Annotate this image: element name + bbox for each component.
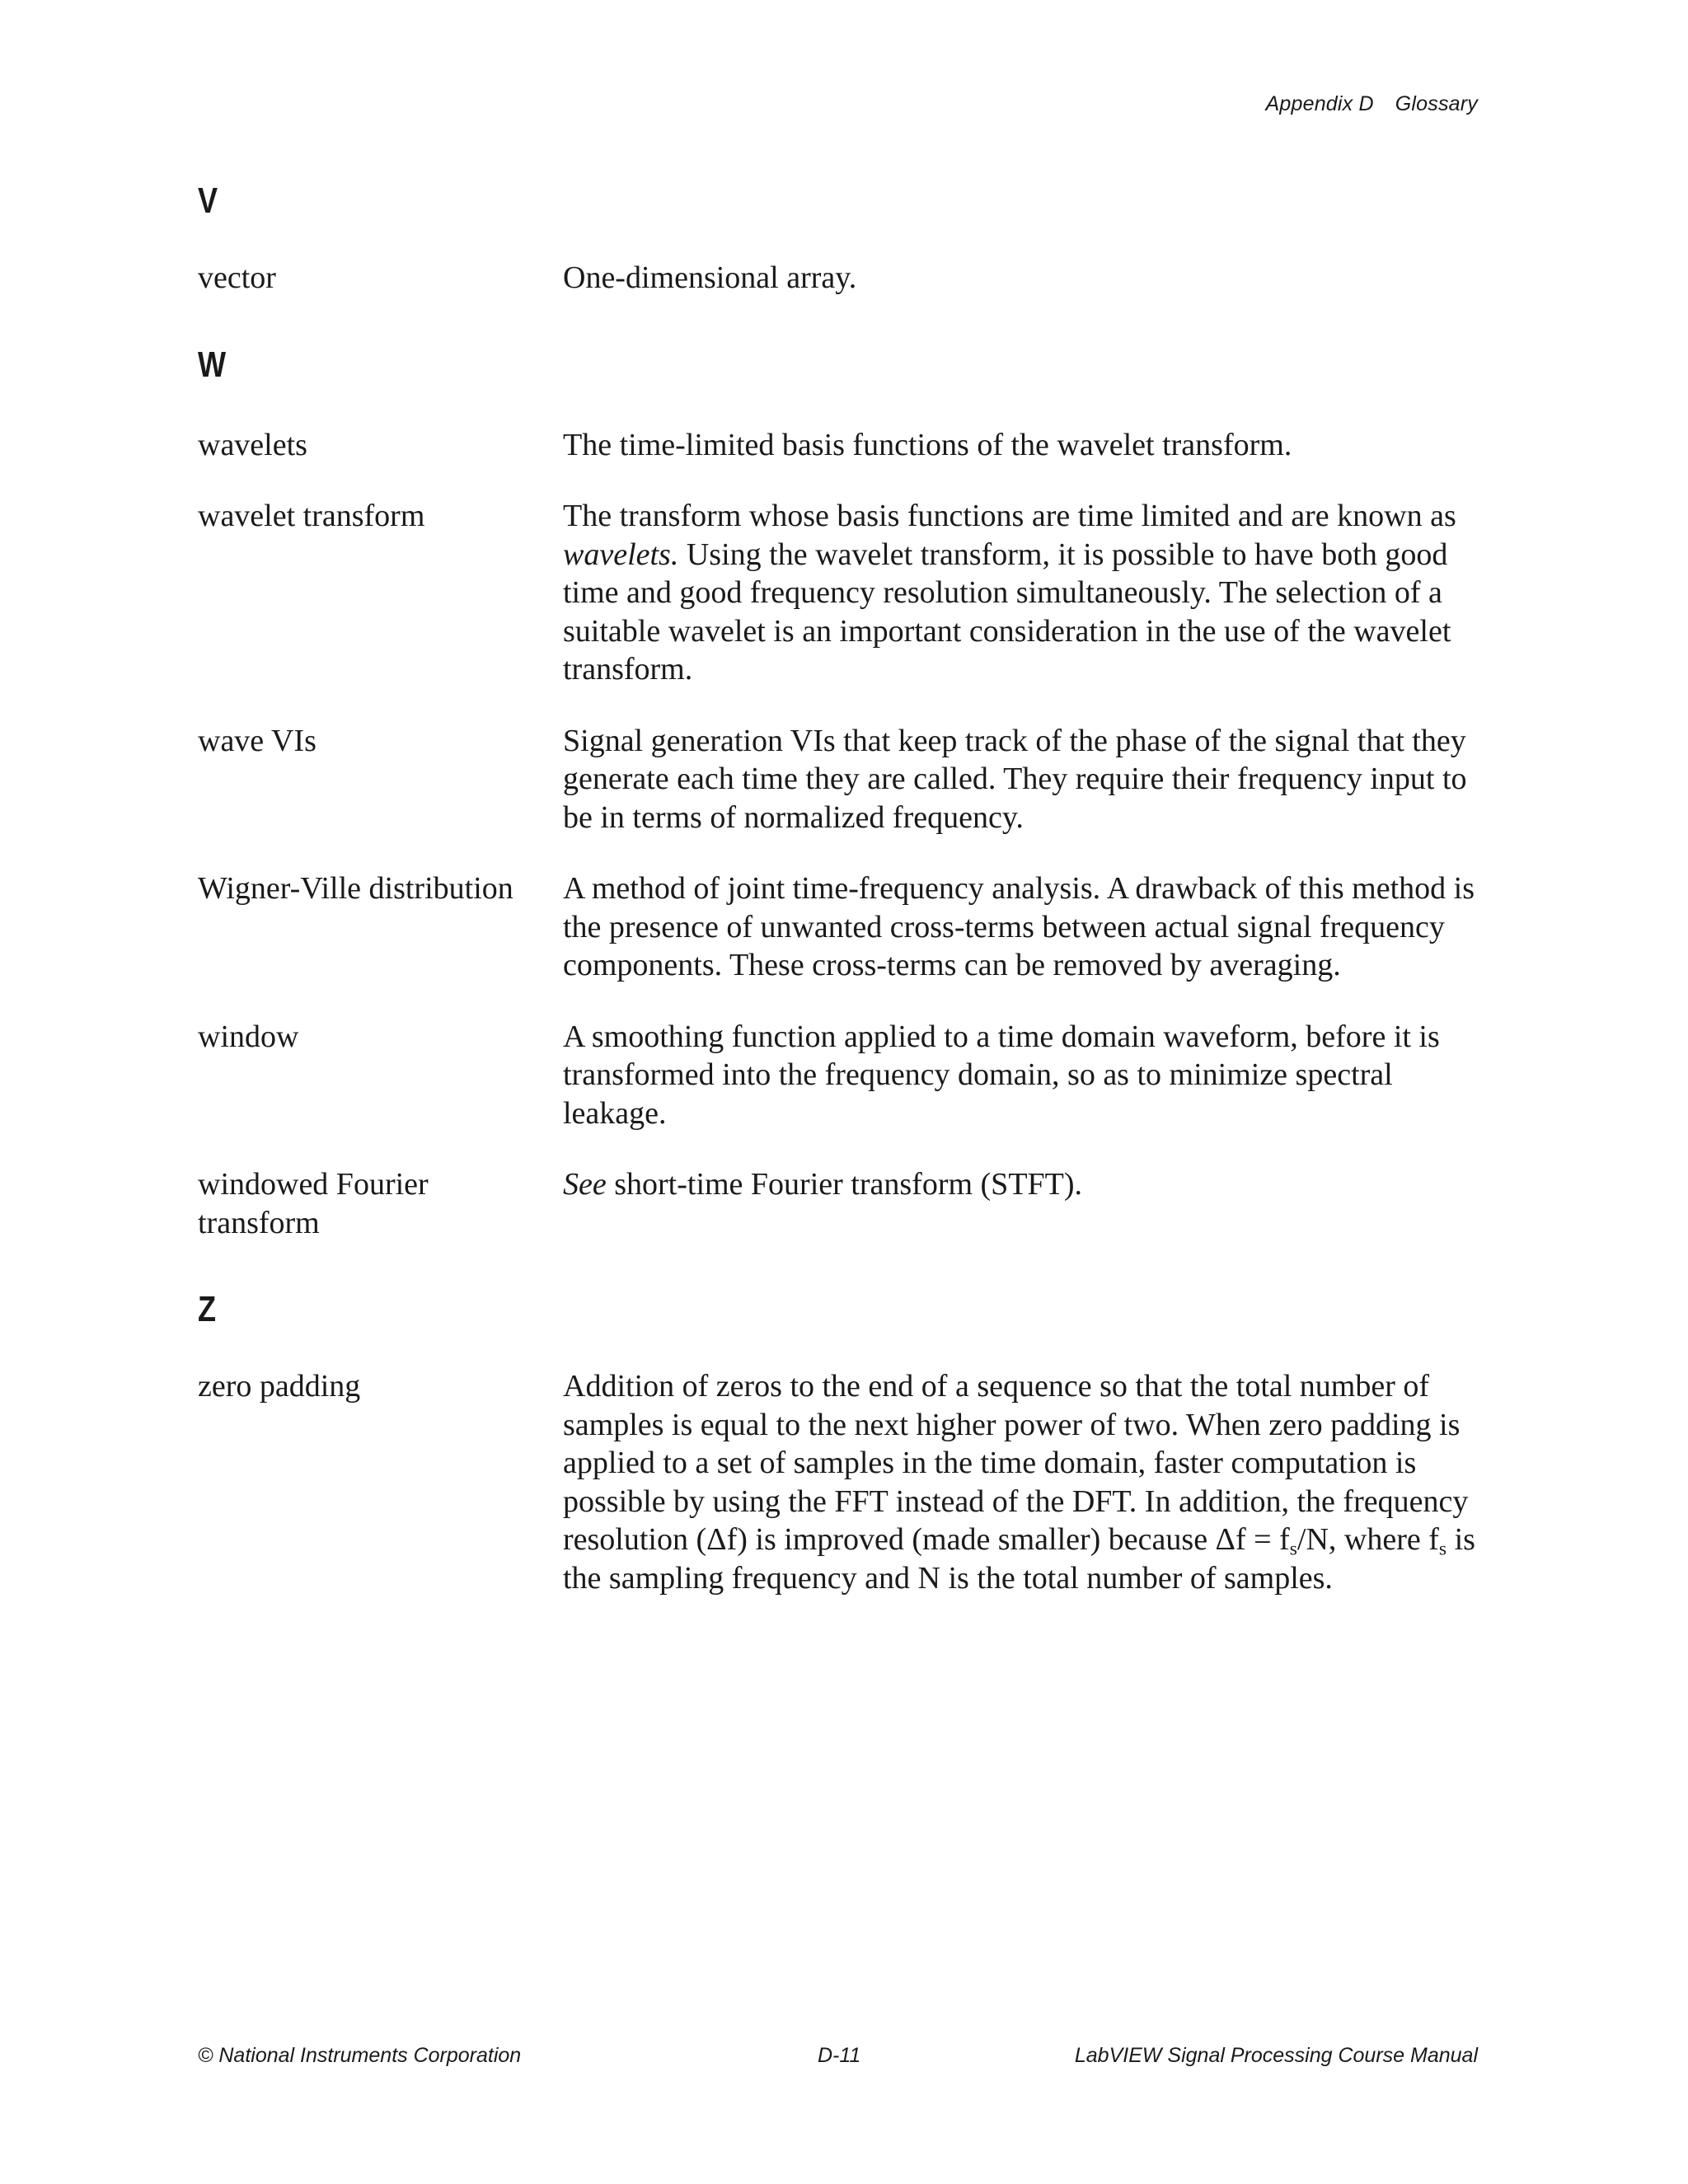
definition-italic-text: wavelets. xyxy=(563,537,679,572)
glossary-section-v xyxy=(198,180,1478,298)
glossary-definition xyxy=(563,1367,1478,1597)
definition-text: Addition of zeros to the end of a sequence so that the total number of samples is equal to the next higher power of two. When zero padding is applied to a set of samples in the time domain, faster computation is possible by using the FFT instead of the DFT. In addition, the frequency resolution (Δf) is improved (made smaller) because Δf = f xyxy=(563,1369,1469,1557)
glossary-definition xyxy=(563,1165,1478,1242)
definition-text: The transform whose basis functions are time limited and are known as xyxy=(563,499,1456,533)
glossary-entry-zero-padding xyxy=(198,1367,1478,1597)
definition-text: Using the wavelet transform, it is possible to have both good time and good frequency resolution simultaneously. The selection of a suitable wavelet is an important consideration in the use of the wavelet transform. xyxy=(563,537,1451,687)
glossary-term: wavelet transform xyxy=(198,499,425,533)
section-letter: W xyxy=(198,344,227,385)
glossary-term: Wigner-Ville distribution xyxy=(198,871,513,906)
subscript: s xyxy=(1438,1538,1447,1560)
definition-text: is the sampling frequency and N is the total number of samples. xyxy=(563,1522,1475,1596)
glossary-term: wavelets xyxy=(198,427,307,462)
section-letter: Z xyxy=(198,1289,217,1329)
header-appendix: Appendix D xyxy=(1265,92,1374,115)
glossary-definition: A method of joint time-frequency analysis. A drawback of this method is the presence of unwanted cross-terms between actual signal frequency components. These cross-terms can be removed by averaging. xyxy=(563,871,1475,982)
glossary-term: zero padding xyxy=(198,1369,361,1404)
glossary-entry-window xyxy=(198,1018,1478,1133)
glossary-term: window xyxy=(198,1019,299,1054)
header-section: Glossary xyxy=(1395,92,1478,115)
glossary-entry-vector xyxy=(198,259,1478,298)
glossary-content xyxy=(198,180,1478,1597)
glossary-section-w xyxy=(198,344,1478,1243)
footer-page-number: D-11 xyxy=(818,2044,861,2067)
footer-manual-title: LabVIEW Signal Processing Course Manual xyxy=(1074,2044,1478,2067)
glossary-entry-wavelet-transform xyxy=(198,497,1478,689)
glossary-term: vector xyxy=(198,260,276,295)
glossary-definition: Signal generation VIs that keep track of the phase of the signal that they generate each time they are called. They require their frequency input to be in terms of normalized frequency. xyxy=(563,723,1467,835)
glossary-entry-wigner-ville-distribution xyxy=(198,869,1478,985)
glossary-entry-wave-vis xyxy=(198,722,1478,837)
definition-text: /N, where f xyxy=(1296,1522,1439,1557)
footer-copyright: © National Instruments Corporation xyxy=(198,2044,522,2067)
glossary-definition: The time-limited basis functions of the wavelet transform. xyxy=(563,427,1292,462)
glossary-entry-wavelets xyxy=(198,426,1478,465)
glossary-definition: A smoothing function applied to a time domain waveform, before it is transformed into the frequency domain, so as to minimize spectral leakage. xyxy=(563,1019,1440,1131)
glossary-section-z xyxy=(198,1288,1478,1597)
glossary-term: wave VIs xyxy=(198,723,316,758)
definition-text: short-time Fourier transform (STFT). xyxy=(606,1167,1083,1202)
glossary-definition xyxy=(563,497,1478,689)
running-footer xyxy=(198,2044,1478,2070)
term-line: windowed Fourier xyxy=(198,1167,429,1202)
term-line: transform xyxy=(198,1205,320,1240)
see-reference-label: See xyxy=(563,1167,607,1202)
running-header xyxy=(1266,92,1478,116)
glossary-definition: One-dimensional array. xyxy=(563,260,857,295)
subscript: s xyxy=(1289,1538,1297,1560)
glossary-term xyxy=(198,1165,563,1242)
section-letter: V xyxy=(198,180,218,221)
glossary-entry-windowed-fourier-transform xyxy=(198,1165,1478,1242)
